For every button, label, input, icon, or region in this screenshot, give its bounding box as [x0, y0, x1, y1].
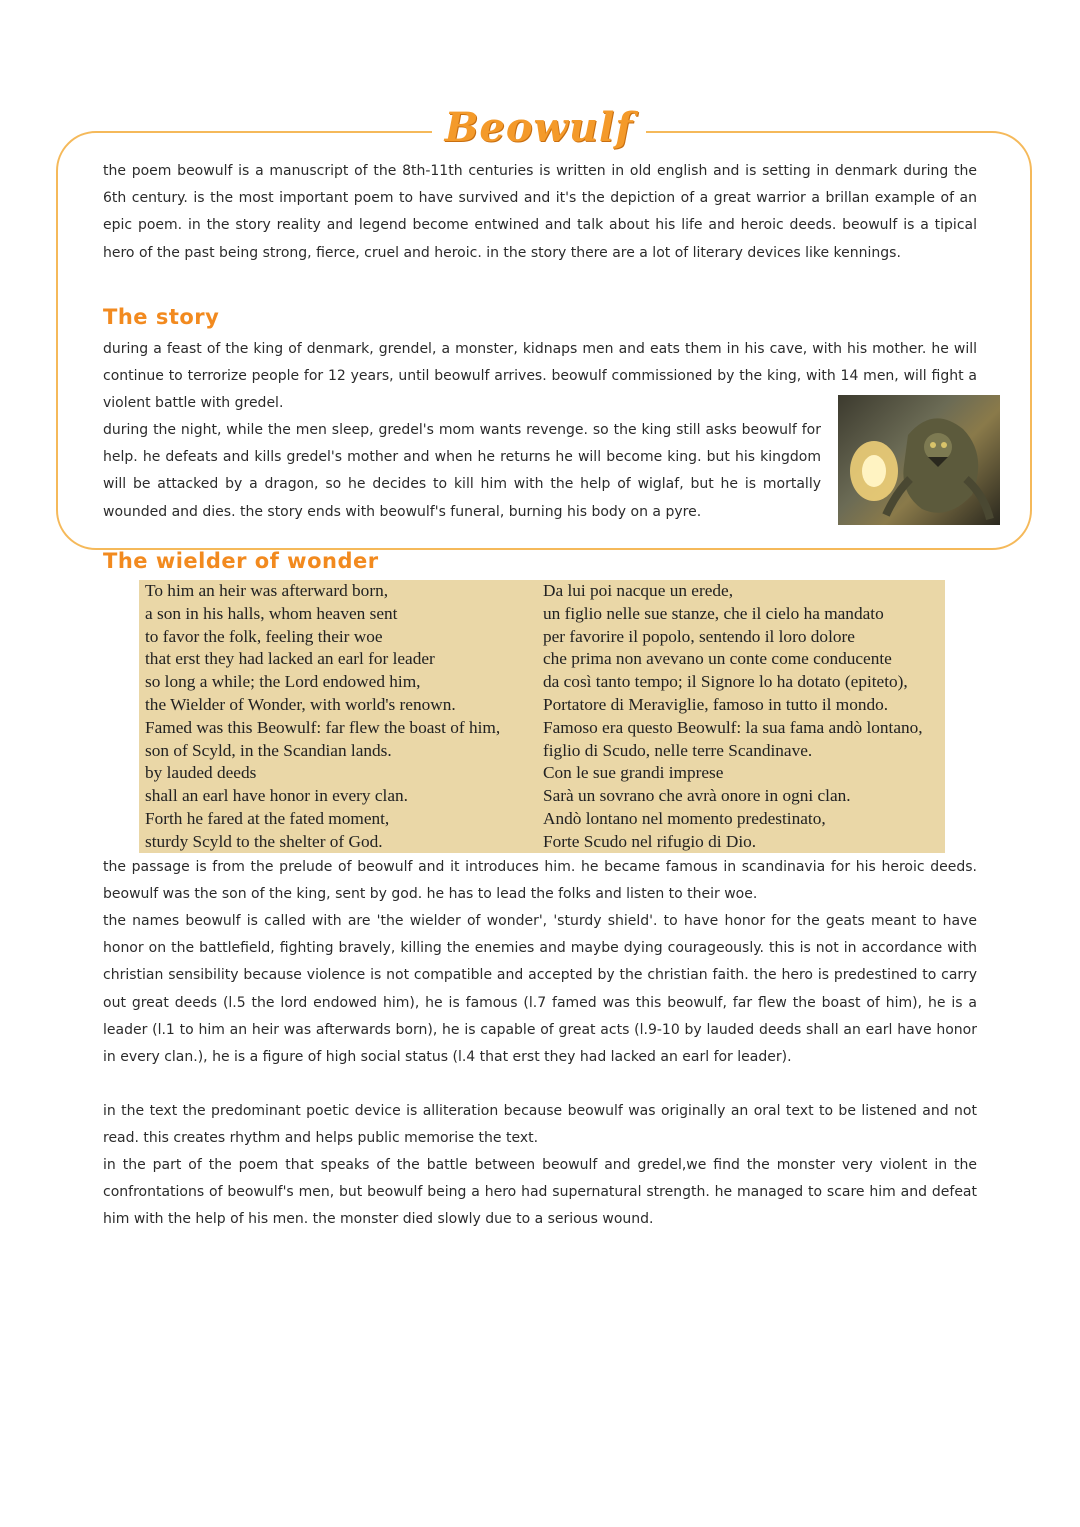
poem-line-it: da così tanto tempo; il Signore lo ha dotato (epiteto),	[543, 672, 908, 692]
story-heading: The story	[103, 305, 220, 329]
poem-line-it: Famoso era questo Beowulf: la sua fama andò lontano,	[543, 717, 923, 737]
poem-line-it: Portatore di Meraviglie, famoso in tutto il mondo.	[543, 694, 889, 714]
poem-line-en: the Wielder of Wonder, with world's renown.	[145, 694, 456, 714]
poem-line-en: so long a while; the Lord endowed him,	[145, 672, 421, 692]
poem-line-en: to favor the folk, feeling their woe	[145, 626, 383, 646]
poem-line-en: Famed was this Beowulf: far flew the boast of him,	[145, 717, 501, 737]
poem-line-it: Andò lontano nel momento predestinato,	[543, 808, 826, 828]
poem-line-it: un figlio nelle sue stanze, che il cielo ha mandato	[543, 603, 884, 623]
poem-line-en: a son in his halls, whom heaven sent	[145, 603, 398, 623]
poem-line-it: per favorire il popolo, sentendo il loro dolore	[543, 626, 855, 646]
poem-line-it: Con le sue grandi imprese	[543, 763, 724, 783]
poem-line-en: Forth he fared at the fated moment,	[145, 808, 390, 828]
analysis-paragraph-4: in the part of the poem that speaks of the battle between beowulf and gredel,we find the monster very violent in the confrontations of beowulf's men, but beowulf being a hero had supernatural strength. he managed to scare him and defeat him with the help of his men. the monster died slowly due to a serious wound.	[103, 1157, 977, 1228]
poem-line-en: by lauded deeds	[145, 763, 257, 783]
page-title: Beowulf	[444, 104, 634, 151]
intro-paragraph: the poem beowulf is a manuscript of the 8th-11th centuries is written in old english and is setting in denmark during the 6th century. is the most important poem to have survived and it's the depiction of a great warrior a brillan example of an epic poem. in the story reality and legend become entwined and talk about his life and heroic deeds. beowulf is a tipical hero of the past being strong, fierce, cruel and heroic. in the story there are a lot of literary devices like kennings.	[103, 163, 977, 261]
analysis-paragraph-1: the passage is from the prelude of beowulf and it introduces him. he became famous in scandinavia for his heroic deeds. beowulf was the son of the king, sent by god. he has to lead the folks and listen to their woe.	[103, 859, 977, 903]
wielder-heading: The wielder of wonder	[103, 549, 379, 573]
poem-english	[145, 580, 500, 854]
poem-italian	[543, 580, 923, 854]
story-paragraph-narrow: during the night, while the men sleep, gredel's mom wants revenge. so the king still asks beowulf for help. he defeats and kills gredel's mother and when he returns he will become king. but his kingdom will be attacked by a dragon, so he decides to kill him with the help of wiglaf, but he is mortally wounded and dies. the story ends with beowulf's funeral, burning his body on a pyre.	[103, 422, 821, 520]
poem-line-en: shall an earl have honor in every clan.	[145, 786, 408, 806]
poem-line-en: that erst they had lacked an earl for leader	[145, 649, 435, 669]
analysis-paragraph-2: the names beowulf is called with are 'the wielder of wonder', 'sturdy shield'. to have honor for the geats meant to have honor on the battlefield, fighting bravely, killing the enemies and maybe dying courageously. this is not in accordance with christian sensibility because violence is not compatible and accepted by the christian faith. the hero is predestined to carry out great deeds (l.5 the lord endowed him), he is famous (l.7 famed was this beowulf, far flew the boast of him), he is a leader (l.1 to him an heir was afterwards born), he is capable of great acts (l.9-10 by lauded deeds shall an earl have honor in every clan.), he is a figure of high social status (l.4 that erst they had lacked an earl for leader).	[103, 913, 977, 1066]
analysis-paragraph-3: in the text the predominant poetic device is alliteration because beowulf was originally an oral text to be listened and not read. this creates rhythm and helps public memorise the text.	[103, 1103, 977, 1147]
poem-line-it: che prima non avevano un conte come conducente	[543, 649, 892, 669]
poem-line-en: sturdy Scyld to the shelter of God.	[145, 831, 383, 851]
poem-line-it: Da lui poi nacque un erede,	[543, 581, 734, 600]
poem-line-en: son of Scyld, in the Scandian lands.	[145, 740, 392, 760]
story-paragraph-wide: during a feast of the king of denmark, grendel, a monster, kidnaps men and eats them in his cave, with his mother. he will continue to terrorize people for 12 years, until beowulf arrives. beowulf commissioned by the king, with 14 men, will fight a violent battle with gredel.	[103, 341, 977, 412]
poem-line-it: figlio di Scudo, nelle terre Scandinave.	[543, 740, 813, 760]
grendel-illustration	[838, 395, 1000, 525]
monster-illustration-icon	[838, 395, 1000, 525]
poem-line-it: Sarà un sovrano che avrà onore in ogni clan.	[543, 786, 851, 806]
poem-line-it: Forte Scudo nel rifugio di Dio.	[543, 831, 757, 851]
poem-line-en: To him an heir was afterward born,	[145, 581, 389, 600]
